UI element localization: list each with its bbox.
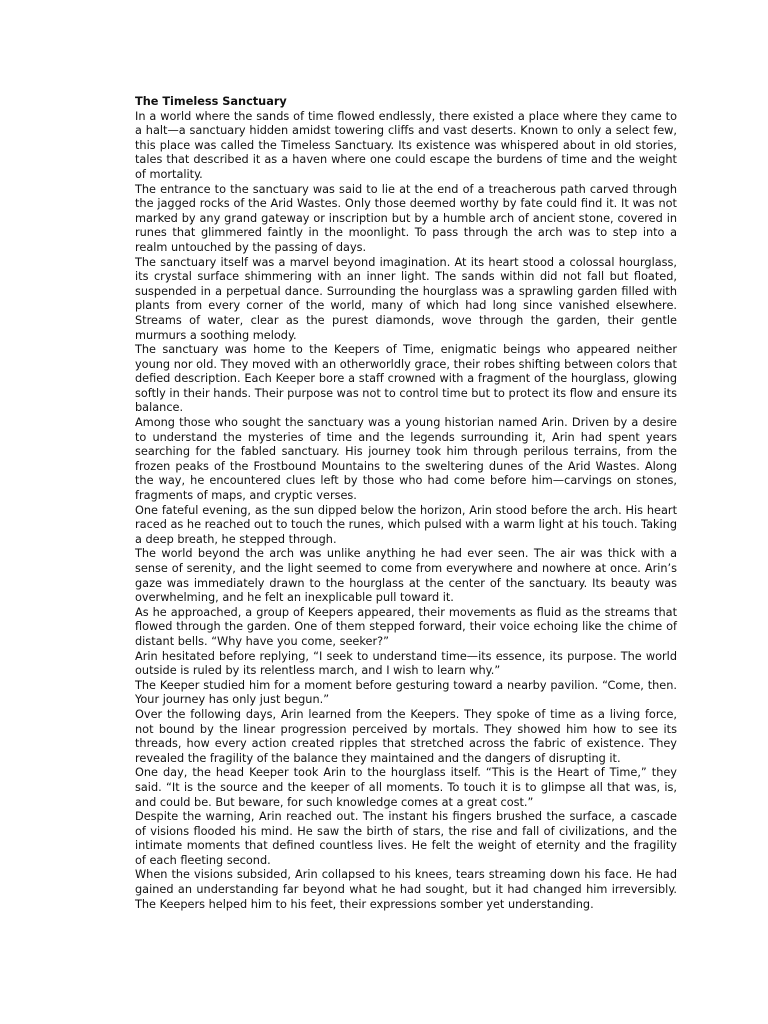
paragraph: The sanctuary was home to the Keepers of Time, enigmatic beings who appeared neither young nor old. They moved with an otherworldly grace, their robes shifting between colors that defied description. Each Keeper bore a staff crowned with a fragment of the hourglass, glowing softly in their hands. Their purpose was not to control time but to protect its flow and ensure its balance. <box>135 343 677 415</box>
document-body <box>135 95 677 912</box>
paragraph: One fateful evening, as the sun dipped below the horizon, Arin stood before the arch. His heart raced as he reached out to touch the runes, which pulsed with a warm light at his touch. Taking a deep breath, he stepped through. <box>135 503 677 546</box>
paragraph: As he approached, a group of Keepers appeared, their movements as fluid as the streams that flowed through the garden. One of them stepped forward, their voice echoing like the chime of distant bells. “Why have you come, seeker?” <box>135 605 677 648</box>
paragraph: In a world where the sands of time flowed endlessly, there existed a place where they came to a halt—a sanctuary hidden amidst towering cliffs and vast deserts. Known to only a select few, this place was called the Timeless Sanctuary. Its existence was whispered about in old stories, tales that described it as a haven where one could escape the burdens of time and the weight of mortality. <box>135 109 677 181</box>
paragraph: Among those who sought the sanctuary was a young historian named Arin. Driven by a desire to understand the mysteries of time and the legends surrounding it, Arin had spent years searching for the fabled sanctuary. His journey took him through perilous terrains, from the frozen peaks of the Frostbound Mountains to the sweltering dunes of the Arid Wastes. Along the way, he encountered clues left by those who had come before him—carvings on stones, fragments of maps, and cryptic verses. <box>135 416 677 503</box>
paragraph: Despite the warning, Arin reached out. The instant his fingers brushed the surface, a cascade of visions flooded his mind. He saw the birth of stars, the rise and fall of civilizations, and the intimate moments that defined countless lives. He felt the weight of eternity and the fragility of each fleeting second. <box>135 810 677 867</box>
paragraph: One day, the head Keeper took Arin to the hourglass itself. “This is the Heart of Time,” they said. “It is the source and the keeper of all moments. To touch it is to glimpse all that was, is, and could be. But beware, for such knowledge comes at a great cost.” <box>135 766 677 809</box>
paragraph: The world beyond the arch was unlike anything he had ever seen. The air was thick with a sense of serenity, and the light seemed to come from everywhere and nowhere at once. Arin’s gaze was immediately drawn to the hourglass at the center of the sanctuary. Its beauty was overwhelming, and he felt an inexplicable pull toward it. <box>135 547 677 605</box>
paragraph: Over the following days, Arin learned from the Keepers. They spoke of time as a living force, not bound by the linear progression perceived by mortals. They showed him how to see its threads, how every action created ripples that stretched across the fabric of existence. They revealed the fragility of the balance they maintained and the dangers of disrupting it. <box>135 707 677 765</box>
paragraph: The entrance to the sanctuary was said to lie at the end of a treacherous path carved through the jagged rocks of the Arid Wastes. Only those deemed worthy by fate could find it. It was not marked by any grand gateway or inscription but by a humble arch of ancient stone, covered in runes that glimmered faintly in the moonlight. To pass through the arch was to step into a realm untouched by the passing of days. <box>135 182 677 254</box>
paragraph: The Keeper studied him for a moment before gesturing toward a nearby pavilion. “Come, then. Your journey has only just begun.” <box>135 678 677 707</box>
document-title: The Timeless Sanctuary <box>135 95 287 108</box>
paragraph: The sanctuary itself was a marvel beyond imagination. At its heart stood a colossal hourglass, its crystal surface shimmering with an inner light. The sands within did not fall but floated, suspended in a perpetual dance. Surrounding the hourglass was a sprawling garden filled with plants from every corner of the world, many of which had long since vanished elsewhere. Streams of water, clear as the purest diamonds, wove through the garden, their gentle murmurs a soothing melody. <box>135 255 677 342</box>
paragraph: Arin hesitated before replying, “I seek to understand time—its essence, its purpose. The world outside is ruled by its relentless march, and I wish to learn why.” <box>135 649 677 678</box>
paragraph: When the visions subsided, Arin collapsed to his knees, tears streaming down his face. He had gained an understanding far beyond what he had sought, but it had changed him irreversibly. The Keepers helped him to his feet, their expressions somber yet understanding. <box>135 868 677 911</box>
